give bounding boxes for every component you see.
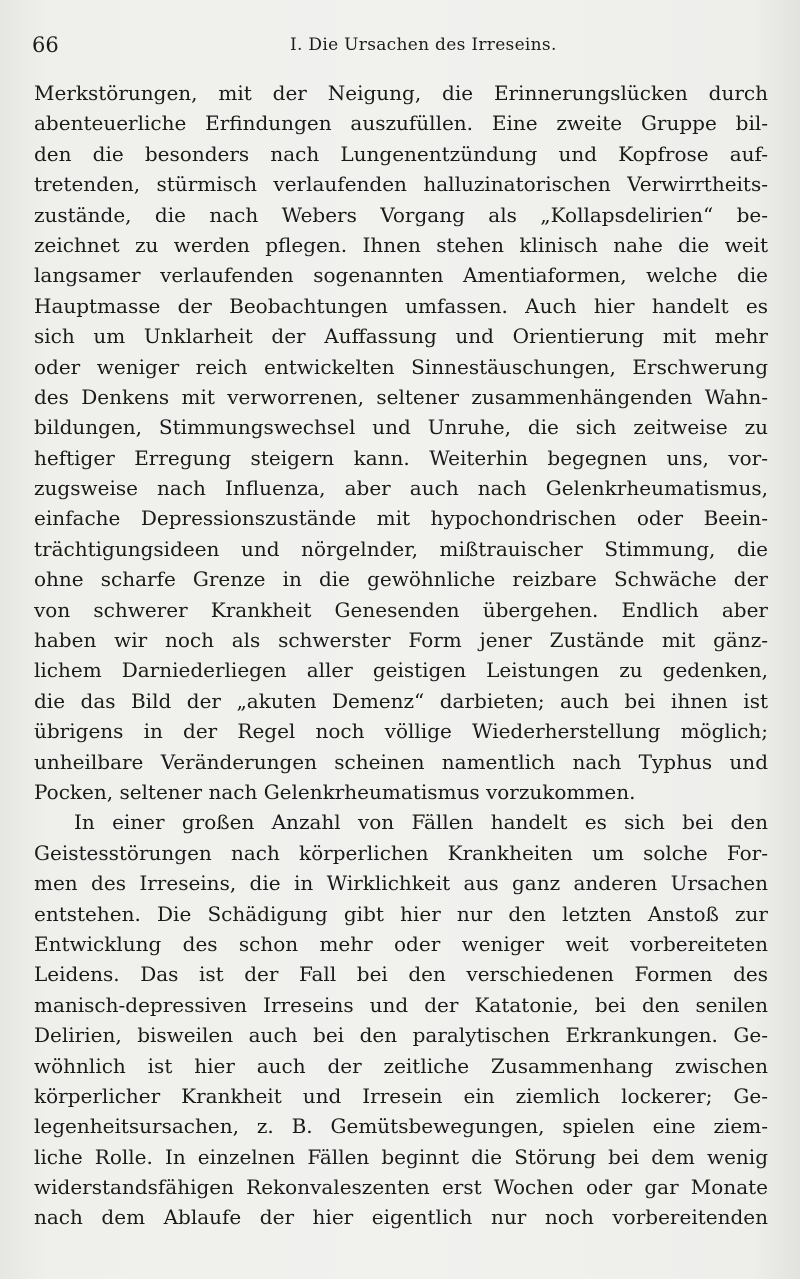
text-line: Geistesstörungen nach körperlichen Krankheiten um solche For- — [34, 840, 768, 865]
text-line: trächtigungsideen und nörgelnder, mißtrauischer Stimmung, die — [34, 536, 768, 561]
text-line: In einer großen Anzahl von Fällen handelt es sich bei den — [74, 810, 768, 835]
text-line: Pocken, seltener nach Gelenkrheumatismus vorzukommen. — [34, 779, 636, 804]
text-line: zustände, die nach Webers Vorgang als „Kollapsdelirien“ be- — [34, 202, 768, 227]
text-line: wöhnlich ist hier auch der zeitliche Zusammenhang zwischen — [34, 1053, 768, 1078]
text-line: oder weniger reich entwickelten Sinnestäuschungen, Erschwerung — [34, 354, 768, 379]
text-line: den die besonders nach Lungenentzündung und Kopfrose auf- — [34, 141, 768, 166]
text-line: men des Irreseins, die in Wirklichkeit aus ganz anderen Ursachen — [34, 871, 768, 896]
text-line: nach dem Ablaufe der hier eigentlich nur noch vorbereitenden — [34, 1205, 768, 1230]
text-line: manisch-depressiven Irreseins und der Katatonie, bei den senilen — [34, 992, 768, 1017]
text-line: zugsweise nach Influenza, aber auch nach Gelenkrheumatismus, — [34, 476, 768, 501]
page-number: 66 — [32, 33, 59, 57]
text-line: sich um Unklarheit der Auffassung und Orientierung mit mehr — [34, 324, 768, 349]
text-line: Delirien, bisweilen auch bei den paralytischen Erkrankungen. Ge- — [34, 1023, 768, 1048]
text-line: widerstandsfähigen Rekonvaleszenten erst Wochen oder gar Monate — [34, 1175, 768, 1200]
text-line: haben wir noch als schwerster Form jener Zustände mit gänz- — [34, 628, 768, 653]
text-line: Entwicklung des schon mehr oder weniger weit vorbereiteten — [34, 931, 768, 956]
text-line: abenteuerliche Erfindungen auszufüllen. Eine zweite Gruppe bil- — [34, 111, 768, 136]
body-text — [34, 78, 768, 1233]
text-line: entstehen. Die Schädigung gibt hier nur den letzten Anstoß zur — [34, 901, 768, 926]
text-line: körperlicher Krankheit und Irresein ein ziemlich lockerer; Ge- — [34, 1083, 768, 1108]
text-line: tretenden, stürmisch verlaufenden halluzinatorischen Verwirrtheits- — [34, 172, 768, 197]
paragraph-2 — [34, 807, 768, 1232]
text-line: Hauptmasse der Beobachtungen umfassen. Auch hier handelt es — [34, 293, 768, 318]
running-head: I. Die Ursachen des Irreseins. — [290, 35, 557, 55]
text-line: die das Bild der „akuten Demenz“ darbieten; auch bei ihnen ist — [34, 688, 768, 713]
text-line: liche Rolle. In einzelnen Fällen beginnt die Störung bei dem wenig — [34, 1144, 768, 1169]
text-line: des Denkens mit verworrenen, seltener zusammenhängenden Wahn- — [34, 384, 768, 409]
text-line: heftiger Erregung steigern kann. Weiterhin begegnen uns, vor- — [34, 445, 768, 470]
text-line: einfache Depressionszustände mit hypochondrischen oder Beein- — [34, 506, 768, 531]
text-line: lichem Darniederliegen aller geistigen Leistungen zu gedenken, — [34, 658, 768, 683]
text-line: unheilbare Veränderungen scheinen namentlich nach Typhus und — [34, 749, 768, 774]
text-line: übrigens in der Regel noch völlige Wiederherstellung möglich; — [34, 719, 768, 744]
text-line: bildungen, Stimmungswechsel und Unruhe, die sich zeitweise zu — [34, 415, 768, 440]
text-line: Merkstörungen, mit der Neigung, die Erinnerungslücken durch — [34, 81, 768, 105]
text-line: Leidens. Das ist der Fall bei den verschiedenen Formen des — [34, 962, 768, 987]
text-line: von schwerer Krankheit Genesenden übergehen. Endlich aber — [34, 597, 768, 622]
text-line: zeichnet zu werden pflegen. Ihnen stehen klinisch nahe die weit — [34, 232, 768, 257]
text-line: ohne scharfe Grenze in die gewöhnliche reizbare Schwäche der — [34, 567, 768, 592]
page-header — [32, 30, 766, 60]
text-line: langsamer verlaufenden sogenannten Amentiaformen, welche die — [34, 263, 768, 288]
text-line: legenheitsursachen, z. B. Gemütsbewegungen, spielen eine ziem- — [34, 1114, 768, 1139]
paragraph-1 — [34, 78, 768, 807]
